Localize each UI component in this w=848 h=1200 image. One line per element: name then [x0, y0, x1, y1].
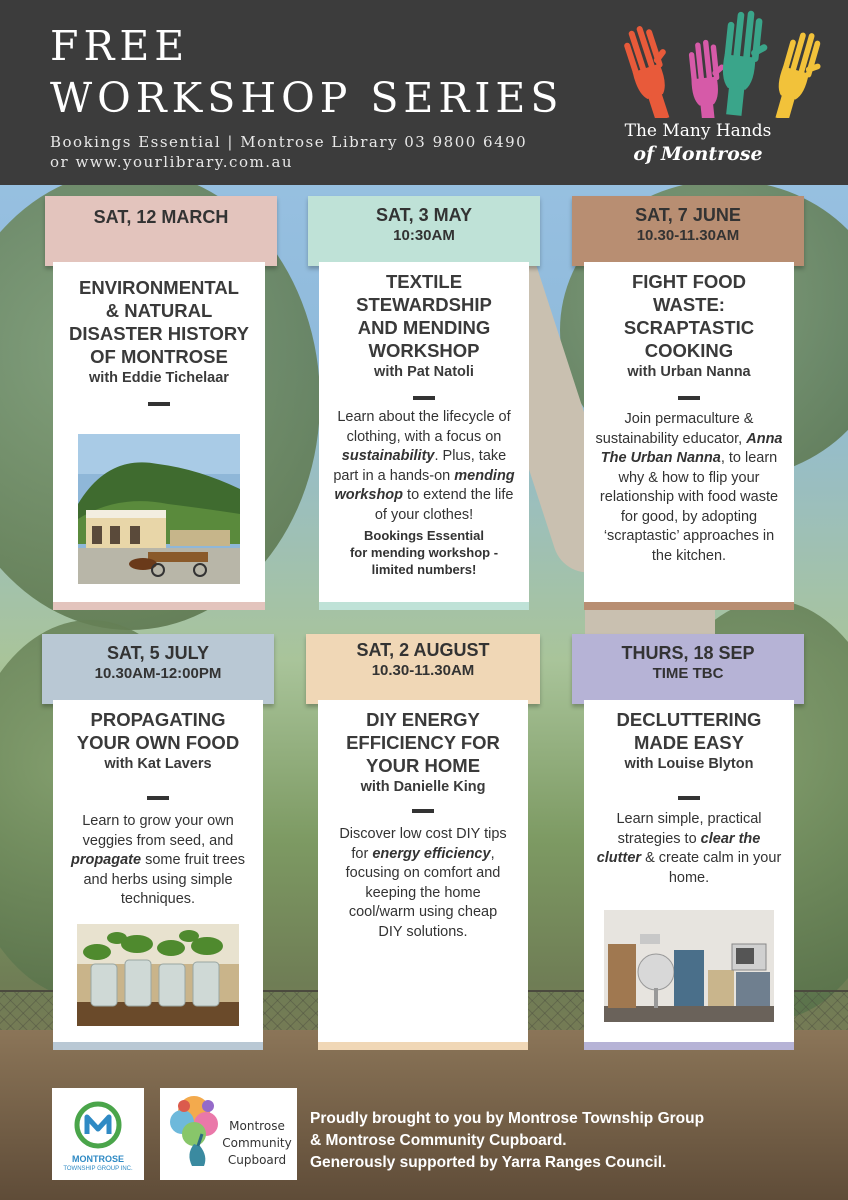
hand-icon	[619, 20, 686, 118]
bookings-info	[50, 132, 527, 172]
title-line: OF MONTROSE	[90, 346, 228, 367]
title-line-free: FREE	[50, 22, 190, 70]
card-foot	[584, 602, 794, 610]
title-line: EFFICIENCY FOR	[346, 732, 500, 753]
desc-text: Learn to grow your own veggies from seed, and	[82, 813, 234, 849]
note-line: Bookings Essential	[364, 528, 484, 543]
sponsor-credits	[310, 1108, 830, 1174]
workshop-date: SAT, 3 MAY	[375, 205, 473, 225]
workshop-time: 10.30AM-12:00PM	[94, 665, 222, 682]
workshop-date: SAT, 12 MARCH	[93, 207, 229, 227]
workshop-time: 10.30-11.30AM	[371, 662, 475, 679]
desc-emphasis: propagate	[70, 852, 142, 868]
card-foot	[53, 602, 265, 610]
title-line: COOKING	[644, 340, 734, 361]
card-foot	[53, 1042, 263, 1050]
mtg-logo-subtext: TOWNSHIP GROUP INC.	[63, 1166, 133, 1172]
page-title	[50, 20, 563, 124]
desc-text: Discover low cost DIY tips for	[339, 826, 507, 862]
title-line: TEXTILE	[385, 271, 463, 292]
bookings-line-phone: Bookings Essential | Montrose Library 03 9800 6490	[50, 133, 528, 151]
workshop-card-textile	[308, 196, 540, 612]
title-line: DISASTER HISTORY	[69, 323, 249, 344]
workshop-card-environmental-history	[45, 196, 277, 612]
title-line: YOUR HOME	[365, 755, 481, 776]
date-tab	[308, 196, 540, 266]
desc-emphasis: clear the clutter	[596, 830, 761, 866]
mcc-line: Montrose	[229, 1119, 285, 1133]
divider	[147, 796, 169, 800]
title-line: WASTE:	[653, 294, 725, 315]
divider	[413, 396, 435, 400]
desc-text: , to learn why & how to flip your relationship with food waste for good, by adopting ‘scraptastic’ approaches in the kitchen.	[599, 450, 779, 564]
title-line-workshop-series: WORKSHOP SERIES	[50, 74, 564, 122]
date-tab	[42, 634, 274, 704]
divider	[148, 402, 170, 406]
presenter-name: with Eddie Tichelaar	[89, 370, 229, 386]
workshop-date: SAT, 7 JUNE	[635, 205, 741, 225]
desc-text: . Plus, take part in a hands-on	[333, 448, 507, 484]
workshop-title	[594, 708, 784, 754]
workshop-title	[328, 708, 518, 777]
workshop-panel	[584, 700, 794, 1042]
note-line: limited numbers!	[371, 562, 477, 577]
header-banner	[0, 0, 848, 185]
workshop-panel	[584, 262, 794, 602]
card-foot	[584, 1042, 794, 1050]
title-line: YOUR OWN FOOD	[76, 732, 240, 753]
workshop-card-propagating	[42, 634, 274, 1054]
workshop-title	[329, 270, 519, 362]
credit-line: Proudly brought to you by Montrose Township Group	[310, 1110, 705, 1127]
workshop-description	[328, 825, 518, 942]
mcc-logo-text	[218, 1118, 296, 1169]
title-line: FIGHT FOOD	[631, 271, 747, 292]
title-line: ENVIRONMENTAL	[79, 277, 239, 298]
seedlings-in-jars-photo	[77, 924, 239, 1026]
workshop-description	[594, 410, 784, 566]
date-tab	[572, 196, 804, 266]
workshop-card-decluttering	[572, 634, 804, 1054]
title-line: PROPAGATING	[90, 709, 226, 730]
desc-text: some fruit trees and herbs using simple techniques.	[83, 852, 246, 907]
clutter-appliances-photo	[604, 910, 774, 1022]
many-hands-logo	[610, 8, 830, 178]
desc-text: Learn simple, practical strategies to	[616, 811, 762, 847]
presenter-name: with Kat Lavers	[104, 756, 212, 772]
workshop-panel	[53, 262, 265, 602]
workshop-title	[63, 708, 253, 754]
presenter-name: with Urban Nanna	[627, 364, 751, 380]
hand-icon	[769, 28, 830, 118]
workshop-date: SAT, 2 AUGUST	[356, 640, 490, 660]
presenter-name: with Pat Natoli	[374, 364, 474, 380]
workshop-time: TIME TBC	[652, 665, 724, 682]
title-line: DIY ENERGY	[366, 709, 480, 730]
title-line: DECLUTTERING	[616, 709, 762, 730]
bookings-line-website[interactable]: or www.yourlibrary.com.au	[50, 153, 294, 171]
desc-emphasis: sustainability	[341, 448, 435, 464]
desc-text: to extend the life of your clothes!	[374, 487, 514, 523]
raised-hands-icon	[610, 8, 830, 118]
divider	[412, 809, 434, 813]
title-line: WORKSHOP	[368, 340, 480, 361]
hand-icon	[718, 8, 772, 118]
credit-line: Generously supported by Yarra Ranges Council.	[310, 1154, 667, 1171]
montrose-township-group-logo	[52, 1088, 144, 1180]
title-line: & NATURAL	[105, 300, 213, 321]
workshop-description	[63, 812, 253, 910]
workshop-panel	[319, 262, 529, 602]
desc-text: , focusing on comfort and keeping the home cool/warm using cheap DIY solutions.	[345, 845, 501, 940]
desc-emphasis: mending workshop	[334, 467, 515, 503]
date-tab	[572, 634, 804, 704]
credit-line: & Montrose Community Cupboard.	[310, 1132, 567, 1149]
workshop-time: 10:30AM	[393, 227, 455, 244]
workshop-time: 10.30-11.30AM	[636, 227, 740, 244]
workshop-title	[63, 276, 255, 368]
logo-text-montrose: of Montrose	[633, 143, 763, 165]
note-line: for mending workshop -	[349, 545, 499, 560]
presenter-name: with Danielle King	[360, 779, 486, 795]
title-line: SCRAPTASTIC	[623, 317, 755, 338]
workshop-description	[594, 810, 784, 888]
desc-emphasis: Anna The Urban Nanna	[600, 430, 783, 466]
workshop-date: THURS, 18 SEP	[621, 643, 755, 663]
card-foot	[319, 602, 529, 610]
title-line: STEWARDSHIP	[356, 294, 492, 315]
workshop-panel	[318, 700, 528, 1042]
workshop-card-food-waste	[572, 196, 804, 612]
title-line: MADE EASY	[634, 732, 744, 753]
workshop-date: SAT, 5 JULY	[106, 643, 210, 663]
workshop-description	[329, 408, 519, 525]
historic-store-painting	[78, 434, 240, 584]
montrose-community-cupboard-logo	[160, 1088, 297, 1180]
presenter-name: with Louise Blyton	[624, 756, 754, 772]
desc-text: & create calm in your home.	[641, 850, 782, 886]
mtg-logo-text: MONTROSE	[71, 1154, 124, 1164]
desc-emphasis: energy efficiency	[372, 845, 491, 862]
workshop-panel	[53, 700, 263, 1042]
desc-text: Join permaculture & sustainability educator,	[595, 411, 754, 447]
title-line: AND MENDING	[357, 317, 491, 338]
logo-text-many-hands: The Many Hands	[624, 121, 772, 141]
peacock-icon	[164, 1090, 226, 1178]
workshop-title	[594, 270, 784, 362]
date-tab	[45, 196, 277, 266]
card-foot	[318, 1042, 528, 1050]
mcc-line: Cupboard	[227, 1153, 287, 1167]
divider	[678, 396, 700, 400]
desc-text: Learn about the lifecycle of clothing, with a focus on	[337, 409, 511, 445]
workshop-card-energy	[306, 634, 540, 1054]
divider	[678, 796, 700, 800]
date-tab	[306, 634, 540, 704]
booking-note	[329, 527, 519, 578]
montrose-m-icon	[73, 1100, 123, 1150]
mcc-line: Community	[222, 1136, 292, 1150]
